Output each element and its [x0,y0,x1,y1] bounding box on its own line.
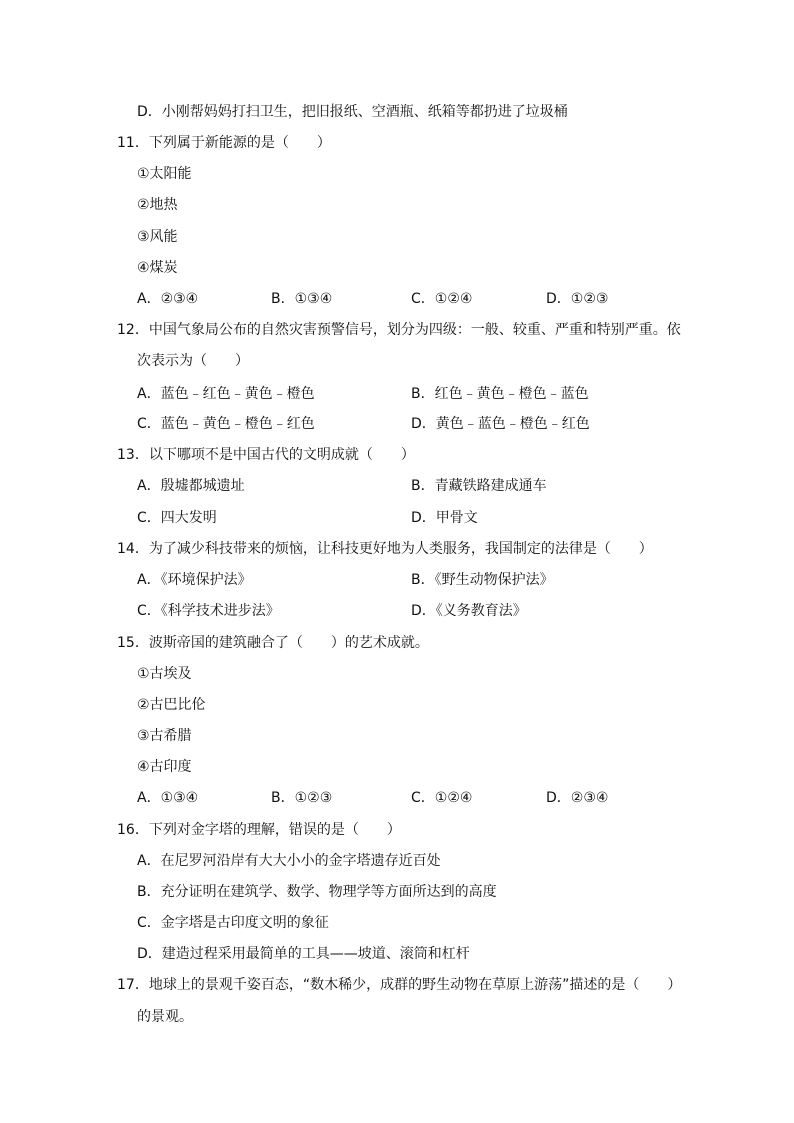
q15-item-3: ③古希腊 [137,728,192,744]
q16-stem: 16．下列对金字塔的理解，错误的是（ ） [117,822,401,838]
q13-option-a: A．殷墟都城遗址 [137,478,245,494]
q16-option-c: C．金字塔是古印度文明的象征 [137,915,329,931]
q17-stem-line2: 的景观。 [137,1009,193,1025]
q11-item-3: ③风能 [137,229,178,245]
q15-option-c: C．①②④ [411,790,473,806]
q12-option-a: A．蓝色﹣红色﹣黄色﹣橙色 [137,386,315,402]
q12-option-c: C．蓝色﹣黄色﹣橙色﹣红色 [137,416,315,432]
q13-option-d: D．甲骨文 [411,510,478,526]
q14-stem: 14．为了减少科技带来的烦恼，让科技更好地为人类服务，我国制定的法律是（ ） [117,541,653,557]
q15-option-d: D．②③④ [546,790,609,806]
q11-option-b: B．①③④ [271,291,333,307]
q12-option-b: B．红色﹣黄色﹣橙色﹣蓝色 [411,386,589,402]
q11-item-2: ②地热 [137,197,178,213]
q10-option-d: D．小刚帮妈妈打扫卫生，把旧报纸、空酒瓶、纸箱等都扔进了垃圾桶 [137,104,568,120]
q13-option-c: C．四大发明 [137,510,217,526]
q17-stem-line1: 17．地球上的景观千姿百态，“数木稀少，成群的野生动物在草原上游荡”描述的是（ ） [117,977,682,993]
q13-option-b: B．青藏铁路建成通车 [411,478,547,494]
q11-item-1: ①太阳能 [137,166,192,182]
q14-option-b: B．《野生动物保护法》 [411,572,554,588]
q15-option-a: A．①③④ [137,790,199,806]
q12-option-d: D．黄色﹣蓝色﹣橙色﹣红色 [411,416,590,432]
q12-stem-line2: 次表示为（ ） [137,353,249,369]
q14-option-d: D．《义务教育法》 [411,603,527,619]
q15-option-b: B．①②③ [271,790,333,806]
q11-item-4: ④煤炭 [137,260,178,276]
q13-stem: 13．以下哪项不是中国古代的文明成就（ ） [117,447,415,463]
q16-option-b: B．充分证明在建筑学、数学、物理学等方面所达到的高度 [137,884,497,900]
q15-item-1: ①古埃及 [137,666,192,682]
q14-option-a: A．《环境保护法》 [137,572,252,588]
q15-stem: 15．波斯帝国的建筑融合了（ ）的艺术成就。 [117,635,429,651]
q11-option-d: D．①②③ [546,291,609,307]
q16-option-a: A．在尼罗河沿岸有大大小小的金字塔遗存近百处 [137,853,441,869]
q11-stem: 11．下列属于新能源的是（ ） [117,135,331,151]
q11-option-c: C．①②④ [411,291,473,307]
q15-item-2: ②古巴比伦 [137,697,206,713]
q11-option-a: A．②③④ [137,291,199,307]
q16-option-d: D．建造过程采用最简单的工具——坡道、滚筒和杠杆 [137,946,470,962]
q14-option-c: C．《科学技术进步法》 [137,603,280,619]
q15-item-4: ④古印度 [137,759,192,775]
q12-stem-line1: 12．中国气象局公布的自然灾害预警信号，划分为四级：一般、较重、严重和特别严重。依 [117,322,681,338]
